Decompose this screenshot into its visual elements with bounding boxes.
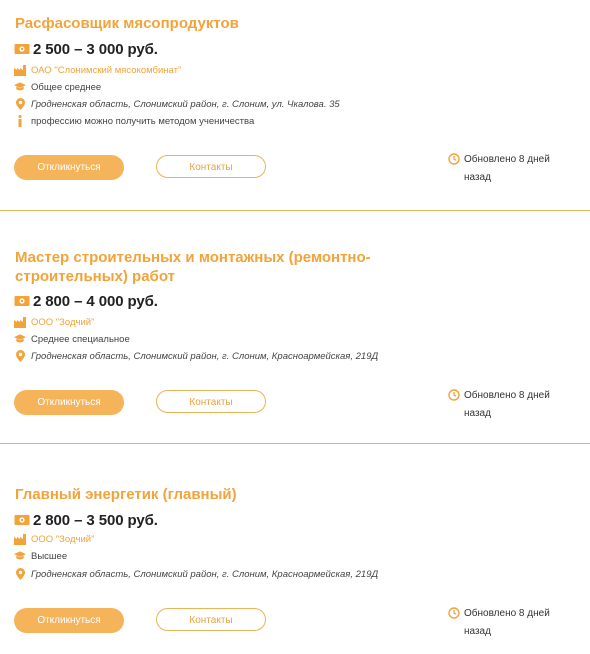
clock-icon <box>448 607 460 619</box>
clock-icon <box>448 153 460 165</box>
company-row <box>14 315 94 329</box>
graduation-cap-icon <box>14 81 26 93</box>
card-divider <box>0 210 590 211</box>
map-pin-icon <box>14 98 26 110</box>
contacts-button[interactable]: Контакты <box>156 155 266 178</box>
clock-icon <box>448 389 460 401</box>
note-text: профессию можно получить методом ученичества <box>31 115 255 127</box>
education-row <box>14 332 130 346</box>
salary-row <box>14 40 158 58</box>
vacancy-card <box>0 236 590 443</box>
updated-text: Обновлено 8 дней назад <box>464 154 550 183</box>
updated-info <box>448 605 573 641</box>
salary-row <box>14 511 158 529</box>
vacancy-card <box>0 0 590 210</box>
respond-button[interactable]: Откликнуться <box>14 608 124 633</box>
factory-icon <box>14 533 26 545</box>
respond-button[interactable]: Откликнуться <box>14 390 124 415</box>
graduation-cap-icon <box>14 333 26 345</box>
salary-value: 2 800 – 3 500 руб. <box>33 511 158 529</box>
updated-info <box>448 387 573 423</box>
company-link[interactable]: ООО "Зодчий" <box>31 316 95 328</box>
money-icon <box>14 43 30 55</box>
education-row <box>14 80 101 94</box>
respond-button[interactable]: Откликнуться <box>14 155 124 180</box>
salary-value: 2 500 – 3 000 руб. <box>33 40 158 58</box>
address-text: Гродненская область, Слонимский район, г. Слоним, ул. Чкалова. 35 <box>31 98 340 110</box>
address-row <box>14 349 378 363</box>
education-text: Среднее специальное <box>31 333 130 345</box>
vacancy-title[interactable]: Главный энергетик (главный) <box>15 486 237 503</box>
address-row <box>14 97 340 111</box>
contacts-button[interactable]: Контакты <box>156 390 266 413</box>
money-icon <box>14 514 30 526</box>
map-pin-icon <box>14 350 26 362</box>
address-text: Гродненская область, Слонимский район, г. Слоним, Красноармейская, 219Д <box>31 350 379 362</box>
contacts-button[interactable]: Контакты <box>156 608 266 631</box>
updated-info <box>448 151 573 187</box>
address-text: Гродненская область, Слонимский район, г. Слоним, Красноармейская, 219Д <box>31 568 379 580</box>
address-row <box>14 567 378 581</box>
salary-value: 2 800 – 4 000 руб. <box>33 292 158 310</box>
company-row <box>14 532 94 546</box>
education-text: Высшее <box>31 550 68 562</box>
factory-icon <box>14 64 26 76</box>
money-icon <box>14 295 30 307</box>
education-text: Общее среднее <box>31 81 102 93</box>
card-divider <box>0 443 590 444</box>
info-icon <box>14 115 26 127</box>
map-pin-icon <box>14 568 26 580</box>
company-row <box>14 63 181 77</box>
vacancy-title[interactable]: Мастер строительных и монтажных (ремонтно-строительных) работ <box>15 249 371 285</box>
company-link[interactable]: ОАО "Слонимский мясокомбинат" <box>31 64 182 76</box>
vacancy-title[interactable]: Расфасовщик мясопродуктов <box>15 15 239 32</box>
education-row <box>14 549 67 563</box>
company-link[interactable]: ООО "Зодчий" <box>31 533 95 545</box>
updated-text: Обновлено 8 дней назад <box>464 608 550 637</box>
updated-text: Обновлено 8 дней назад <box>464 390 550 419</box>
vacancy-card <box>0 472 590 654</box>
factory-icon <box>14 316 26 328</box>
note-row <box>14 114 254 128</box>
salary-row <box>14 292 158 310</box>
graduation-cap-icon <box>14 550 26 562</box>
